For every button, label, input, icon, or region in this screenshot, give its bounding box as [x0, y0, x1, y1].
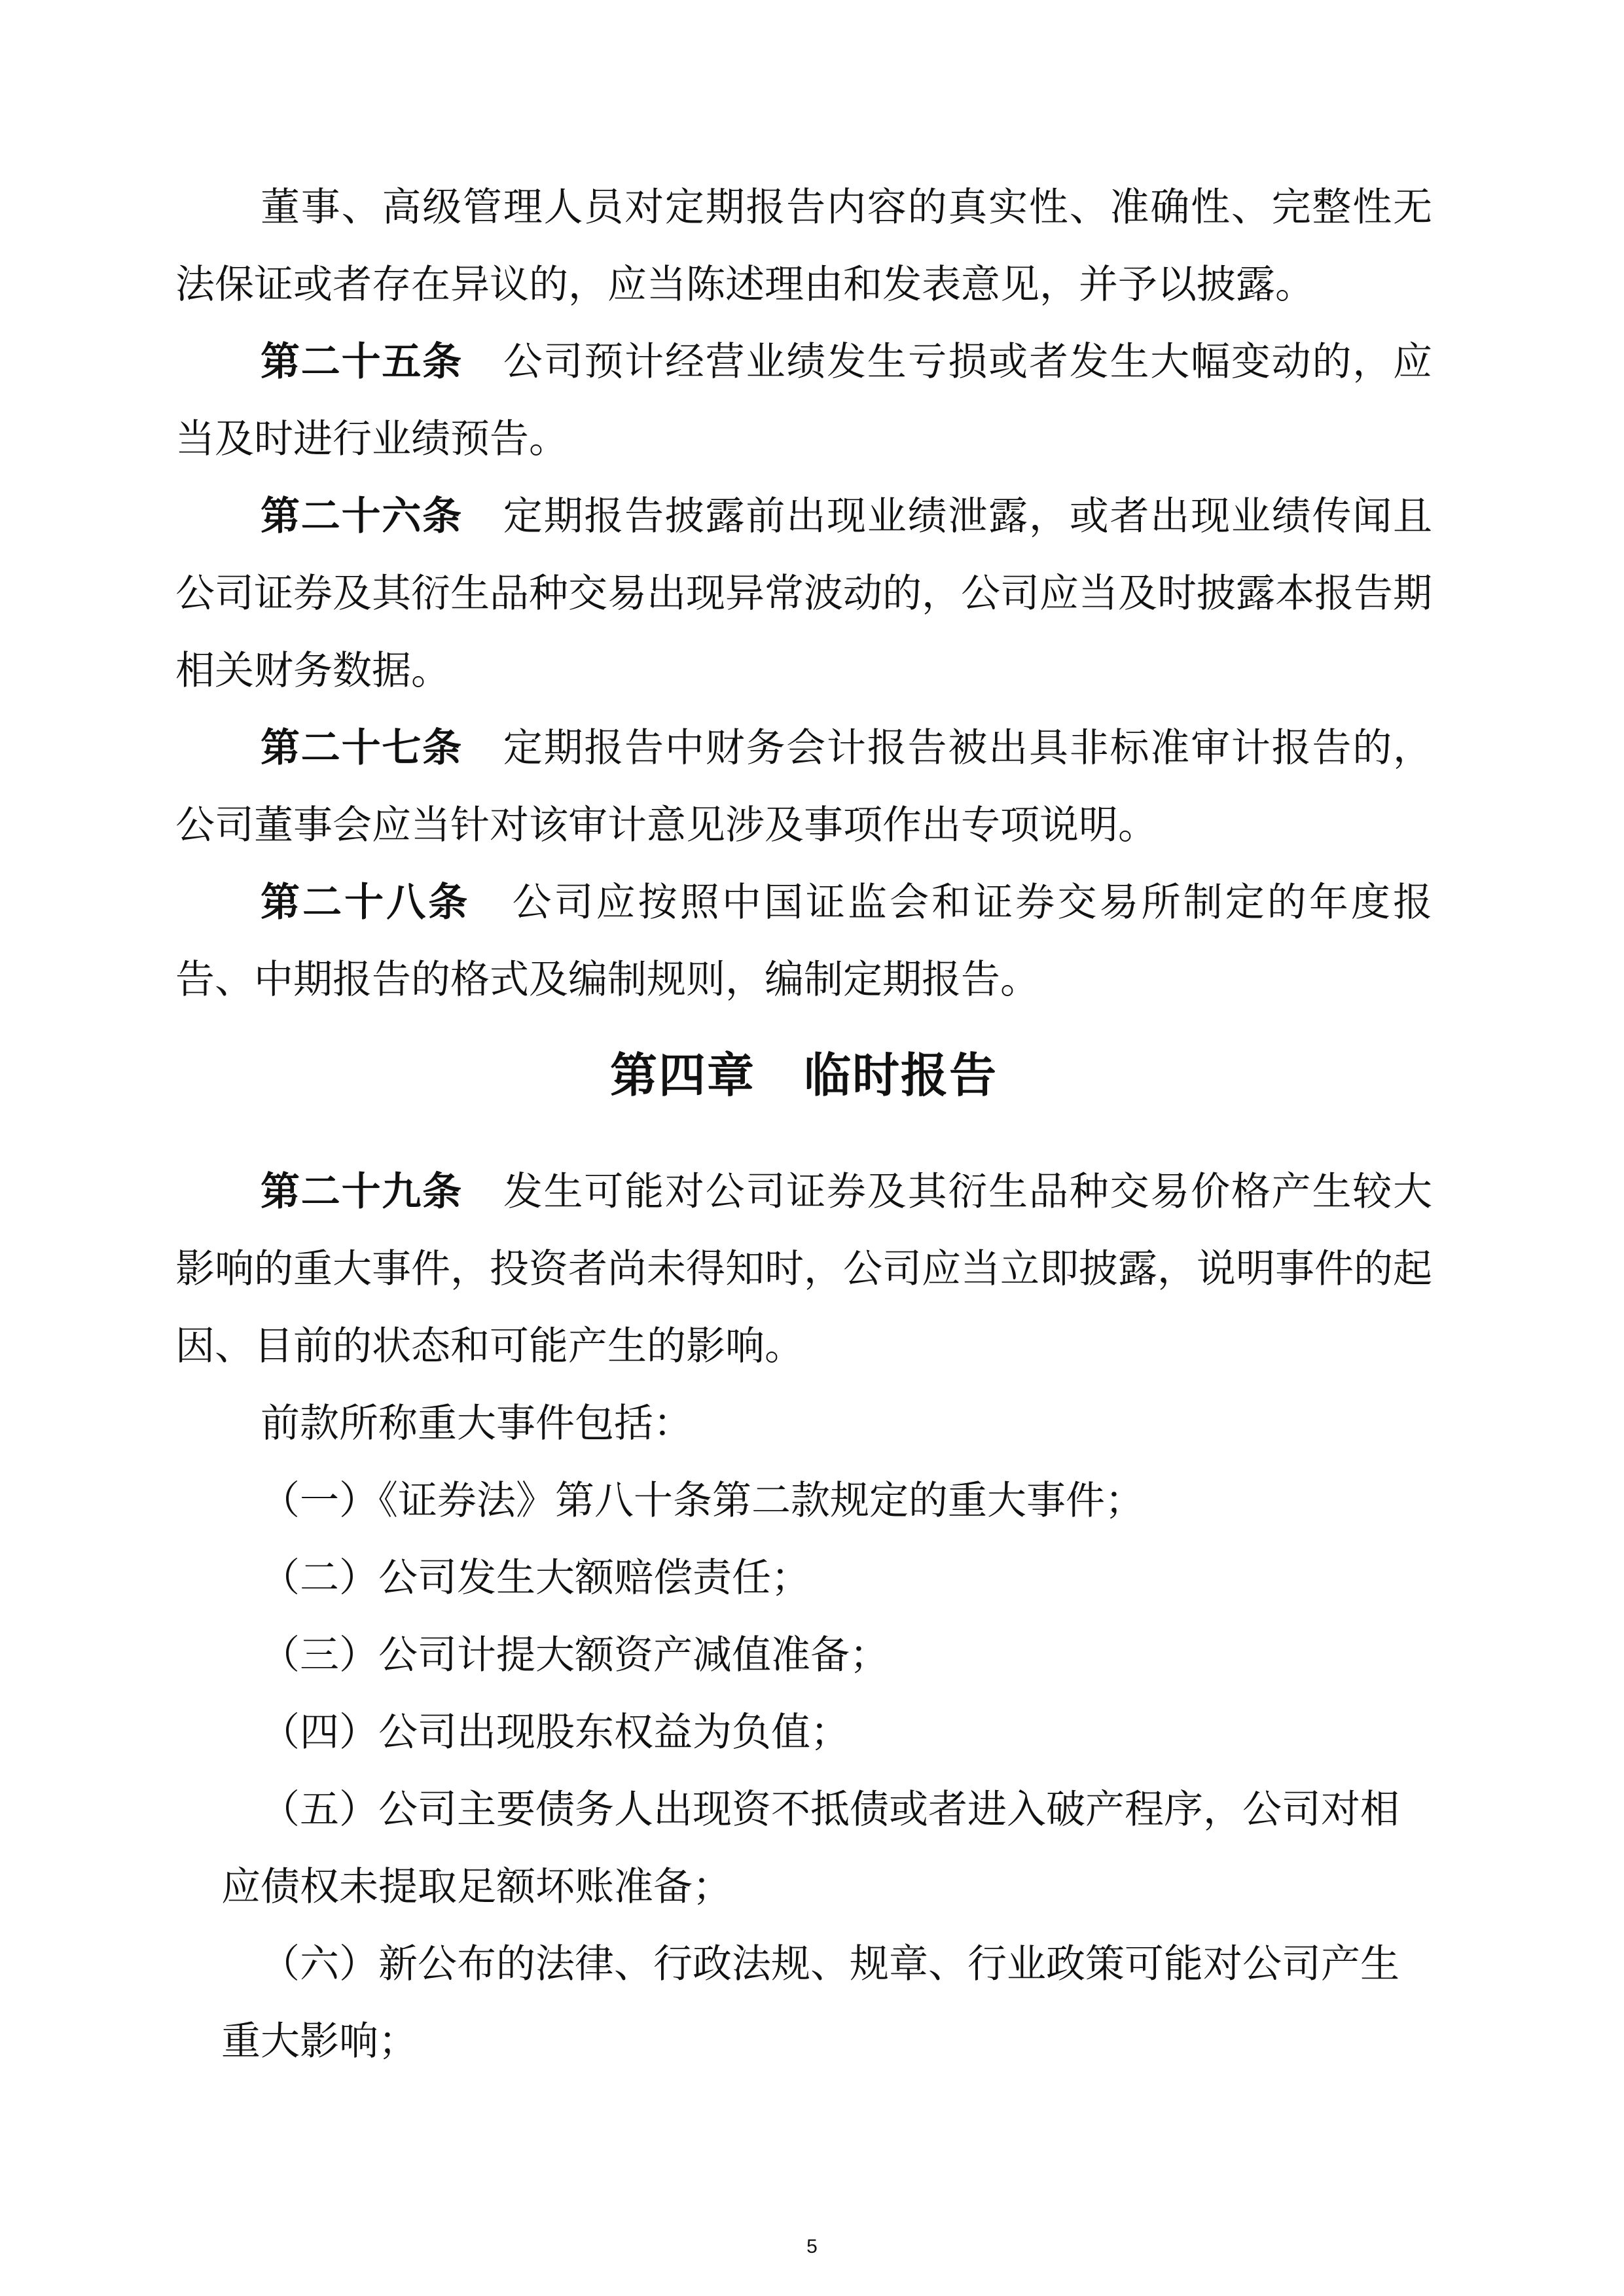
article-26 [175, 478, 1432, 709]
article-29-text: 发生可能对公司证券及其衍生品种交易价格产生较大影响的重大事件，投资者尚未得知时，公司应当立即披露，说明事件的起因、目前的状态和可能产生的影响。 [175, 1169, 1433, 1369]
document-body [175, 169, 1432, 2080]
list-item: （五）公司主要债务人出现资不抵债或者进入破产程序，公司对相应债权未提取足额坏账准备； [221, 1787, 1399, 1910]
chapter-title: 第四章 临时报告 [609, 1048, 998, 1103]
article-26-text: 定期报告披露前出现业绩泄露，或者出现业绩传闻且公司证券及其衍生品种交易出现异常波动的，公司应当及时披露本报告期相关财务数据。 [175, 493, 1433, 694]
article-25 [175, 323, 1432, 478]
list-item: （六）新公布的法律、行政法规、规章、行业政策可能对公司产生重大影响； [221, 1941, 1399, 2064]
article-29-label: 第二十九条 [261, 1169, 463, 1215]
article-25-label: 第二十五条 [261, 339, 463, 385]
article-27-text: 定期报告中财务会计报告被出具非标准审计报告的，公司董事会应当针对该审计意见涉及事项作出专项说明。 [175, 725, 1433, 848]
page-number: 5 [806, 2236, 818, 2257]
article-27 [175, 709, 1432, 864]
paragraph-disclosure-objection [175, 169, 1432, 323]
article-27-label: 第二十七条 [261, 725, 463, 771]
list-item: （三）公司计提大额资产减值准备； [261, 1632, 889, 1678]
article-28-label: 第二十八条 [261, 880, 471, 925]
article-25-text: 公司预计经营业绩发生亏损或者发生大幅变动的，应当及时进行业绩预告。 [175, 339, 1433, 462]
article-26-label: 第二十六条 [261, 493, 463, 539]
paragraph-text: 董事、高级管理人员对定期报告内容的真实性、准确性、完整性无法保证或者存在异议的，应当陈述理由和发表意见，并予以披露。 [175, 185, 1432, 308]
list-item: （一）《证券法》第八十条第二款规定的重大事件； [261, 1478, 1144, 1524]
list-intro: 前款所称重大事件包括： [261, 1401, 693, 1446]
article-29 [175, 1153, 1432, 1385]
article-28-text: 公司应按照中国证监会和证券交易所制定的年度报告、中期报告的格式及编制规则，编制定期报告。 [175, 880, 1433, 1003]
list-item: （四）公司出现股东权益为负值； [261, 1710, 850, 1755]
list-item: （二）公司发生大额赔偿责任； [261, 1555, 810, 1601]
article-28 [175, 864, 1432, 1018]
